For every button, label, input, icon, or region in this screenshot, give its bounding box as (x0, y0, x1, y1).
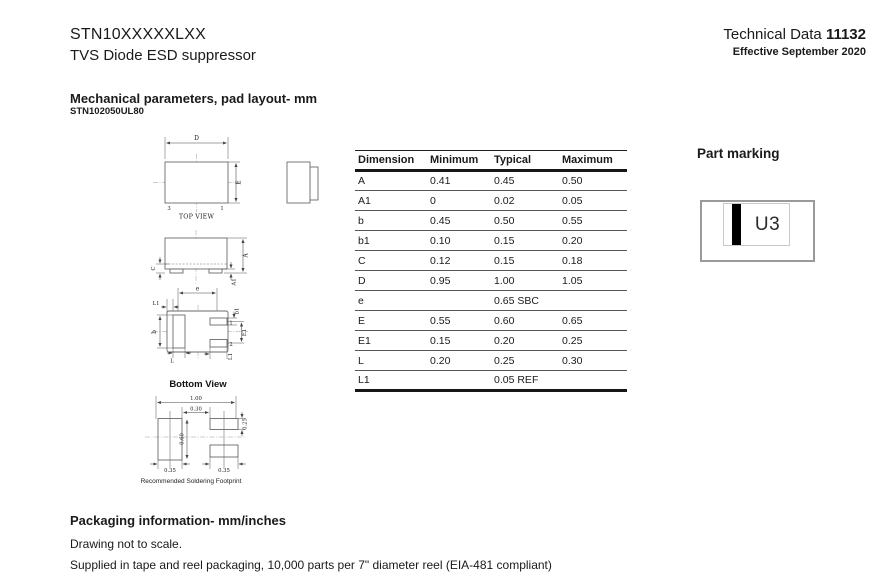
table-row (355, 311, 627, 331)
table-row (355, 371, 627, 391)
table-cell: 0.15 (491, 231, 559, 251)
column-header-dimension: Dimension (355, 151, 427, 171)
part-number: STN10XXXXXLXX (70, 26, 206, 43)
table-row (355, 251, 627, 271)
table-cell: D (355, 271, 427, 291)
table-cell: 0.45 (491, 171, 559, 191)
table-header-row (355, 151, 627, 171)
part-marking-package-outline (700, 200, 815, 262)
dim-label-E: E (235, 180, 243, 185)
table-cell: e (355, 291, 427, 311)
table-cell: 0.20 (559, 231, 627, 251)
part-marking-code: U3 (754, 213, 781, 235)
table-cell: 0.60 (491, 311, 559, 331)
dim-label-b: b (151, 330, 158, 334)
table-cell: 0.20 (491, 331, 559, 351)
table-cell: 1.00 (491, 271, 559, 291)
table-cell: 0.65 (559, 311, 627, 331)
column-header-maximum: Maximum (559, 151, 627, 171)
table-cell: 0.55 (559, 211, 627, 231)
table-cell: 0.50 (559, 171, 627, 191)
packaging-note-reel: Supplied in tape and reel packaging, 10,000 parts per 7" diameter reel (EIA-481 compliant) (70, 558, 552, 572)
dim-label-C: C (151, 266, 157, 271)
pin-label-1: 1 (220, 206, 224, 212)
table-row (355, 231, 627, 251)
table-row (355, 271, 627, 291)
part-marking-title: Part marking (697, 146, 780, 161)
side-view-drawing (287, 162, 318, 203)
table-cell: 0.65 SBC (491, 291, 559, 311)
dim-label-L: L (170, 358, 174, 365)
dim-label-b1: b1 (234, 307, 241, 315)
table-cell: 0.02 (491, 191, 559, 211)
bottom-view-caption: Bottom View (169, 379, 227, 390)
table-cell: 0.18 (559, 251, 627, 271)
table-cell: 0.55 (427, 311, 491, 331)
doc-number: 11132 (825, 26, 866, 43)
table-cell: A1 (355, 191, 427, 211)
dim-label-span: 0.60 (179, 433, 186, 445)
dim-label-A1: A1 (231, 278, 238, 286)
footprint-drawing (141, 396, 249, 485)
packaging-note-scale: Drawing not to scale. (70, 537, 183, 551)
dim-label-total-width: 1.00 (190, 396, 202, 402)
table-cell: 0.30 (559, 351, 627, 371)
table-cell: b (355, 211, 427, 231)
table-cell: 0.50 (491, 211, 559, 231)
table-cell: 0.12 (427, 251, 491, 271)
table-row (355, 171, 627, 191)
table-cell: b1 (355, 231, 427, 251)
table-cell (427, 291, 491, 311)
pin-label-2: 2 (229, 342, 233, 348)
dim-label-pitch: 0.30 (190, 406, 202, 413)
doc-effective-date: Effective September 2020 (732, 46, 866, 58)
table-cell: 0.15 (427, 331, 491, 351)
doc-title (723, 26, 866, 43)
table-cell (559, 291, 627, 311)
dim-label-L1-bottom: L1 (228, 353, 234, 360)
table-cell: 0.41 (427, 171, 491, 191)
top-view-drawing (153, 135, 243, 221)
column-header-typical: Typical (491, 151, 559, 171)
table-cell: E (355, 311, 427, 331)
header-right (723, 26, 866, 58)
footprint-caption: Recommended Soldering Footprint (140, 478, 242, 485)
top-view-caption: TOP VIEW (178, 213, 215, 221)
dim-label-D: D (194, 135, 199, 142)
table-cell: 0.10 (427, 231, 491, 251)
pin-label-3: 3 (167, 206, 171, 212)
table-cell: 0.25 (559, 331, 627, 351)
table-cell: A (355, 171, 427, 191)
table-cell: 0.45 (427, 211, 491, 231)
bottom-view-drawing (151, 286, 248, 391)
table-cell: 0 (427, 191, 491, 211)
table-row (355, 351, 627, 371)
table-cell: L1 (355, 371, 427, 391)
table-cell: 1.05 (559, 271, 627, 291)
header-left (70, 26, 256, 64)
dim-label-L1-top: L1 (152, 301, 160, 307)
dim-label-E1: E1 (242, 328, 248, 337)
part-marking-label-area (723, 203, 790, 246)
table-cell: 0.25 (491, 351, 559, 371)
packaging-title: Packaging information- mm/inches (70, 513, 286, 528)
column-header-minimum: Minimum (427, 151, 491, 171)
table-cell: 0.15 (491, 251, 559, 271)
mechanical-drawings (125, 125, 345, 495)
table-row (355, 291, 627, 311)
table-row (355, 191, 627, 211)
section-title: Mechanical parameters, pad layout- mm (70, 91, 318, 106)
table-cell: 0.05 (559, 191, 627, 211)
table-cell: 0.20 (427, 351, 491, 371)
table-cell: L (355, 351, 427, 371)
table-cell (427, 371, 491, 391)
dim-label-e: e (195, 285, 200, 293)
doc-type: Technical Data (723, 26, 826, 43)
section-part-id: STN102050UL80 (70, 106, 144, 117)
table-cell: 0.95 (427, 271, 491, 291)
front-view-drawing (151, 230, 250, 287)
part-subtitle: TVS Diode ESD suppressor (70, 47, 256, 64)
table-cell: C (355, 251, 427, 271)
dim-label-left-pad-width: 0.35 (164, 468, 176, 474)
polarity-bar (732, 204, 741, 245)
pin-label-1: 1 (229, 320, 233, 327)
dim-label-A: A (242, 253, 250, 258)
table-row (355, 211, 627, 231)
table-cell: E1 (355, 331, 427, 351)
dim-label-pad-height: 0.25 (242, 418, 249, 430)
table-row (355, 331, 627, 351)
table-cell (559, 371, 627, 391)
table-cell: 0.05 REF (491, 371, 559, 391)
dim-label-right-pad-width: 0.35 (218, 468, 230, 474)
dimension-table (355, 150, 627, 392)
